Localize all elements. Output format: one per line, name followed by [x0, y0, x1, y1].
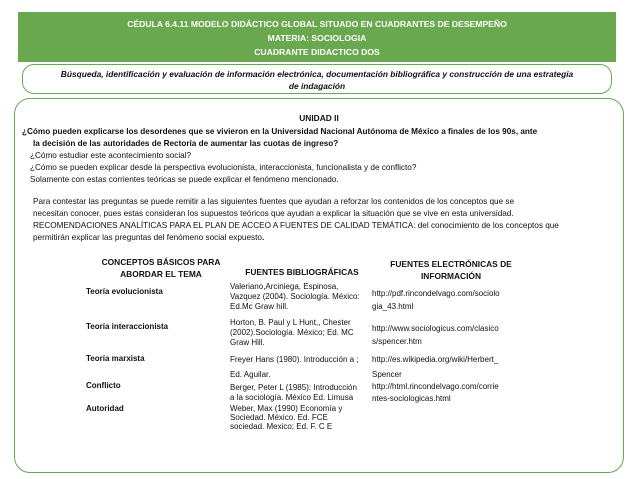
col-concepts-header-l1: CONCEPTOS BÁSICOS PARA — [101, 257, 221, 267]
col-concepts-header — [96, 256, 226, 280]
bib-entry-1-l3: Ed.Mc Graw hill. — [230, 302, 289, 311]
bib-entry-5-l2: Sociedad. México. Ed. FCE — [230, 413, 328, 422]
bib-entry-3-l1: Freyer Hans (1980). Introducción a ; — [230, 355, 359, 364]
bib-entry-1-l1: Valeriano,Arciniega, Espinosa, — [230, 282, 339, 291]
question-main-line-1: ¿Cómo pueden explicarse los desordenes que se vivieron en la Universidad Nacional Autónoma de México a finales de los 90s, ante — [22, 127, 538, 136]
col-electronic-header-l1: FUENTES ELECTRÓNICAS DE — [390, 259, 512, 269]
col-electronic-header-l2: INFORMACIÓN — [420, 271, 481, 281]
subheader-line-1: Búsqueda, identificación y evaluación de información electrónica, documentación bibliográfica y construcción de una estrategia — [60, 69, 574, 79]
bib-entry-4-l2: a la sociología. México Ed. Limusa — [230, 393, 354, 402]
bib-entry-3 — [230, 352, 359, 382]
concept-conflicto: Conflicto — [86, 381, 121, 390]
concept-interaccionista: Teoría interaccionista — [86, 322, 169, 331]
col-concepts-header-l2: ABORDAR EL TEMA — [120, 269, 202, 279]
unit-title: UNIDAD II — [299, 113, 339, 123]
bib-entry-2-l3: Graw Hill. — [230, 338, 265, 347]
bib-entry-5 — [230, 404, 342, 431]
link-3-line-a[interactable]: http://es.wikipedia.org/wiki/Herbert_ — [372, 355, 499, 364]
subheader-box — [22, 64, 612, 94]
link-entry-4[interactable] — [372, 381, 499, 405]
bib-entry-1-l2: Vazquez (2004). Sociología. México: — [230, 292, 360, 301]
link-4-line-a[interactable]: http://html.rincondelvago.com/corrie — [372, 382, 499, 391]
bib-entry-4-l1: Berger, Peter L (1985): Introducción — [230, 383, 357, 392]
link-1-line-b[interactable]: gia_43.html — [372, 302, 414, 311]
cedula-title: CÉDULA 6.4.11 MODELO DIDÁCTICO GLOBAL SITUADO EN CUADRANTES DE DESEMPEÑO — [127, 19, 507, 29]
paragraph-line-4 — [33, 232, 264, 244]
bib-entry-3-l2: Ed. Aguilar. — [230, 370, 271, 379]
subheader-line-2: de indagación — [288, 81, 346, 91]
question-2: ¿Cómo estudiar este acontecimiento social? — [30, 151, 192, 160]
link-2-line-b[interactable]: s/spencer.htm — [372, 337, 422, 346]
concept-autoridad: Autoridad — [86, 404, 124, 413]
link-2-line-a[interactable]: http://www.sociologicus.com/clasico — [372, 324, 499, 333]
concept-marxista: Teoría marxista — [86, 354, 145, 363]
bib-entry-2 — [230, 318, 354, 348]
question-3: ¿Cómo se pueden explicar desde la perspectiva evolucionista, interaccionista, funcionalista y de conflicto? — [30, 163, 417, 172]
paragraph-line-1: Para contestar las preguntas se puede remitir a las siguientes fuentes que ayudan a reforzar los contenidos de los conceptos que se — [33, 197, 515, 206]
link-4-line-b[interactable]: ntes-sociologicas.html — [372, 394, 451, 403]
question-main-line-2: la decisión de las autoridades de Rectoría de aumentar las cuotas de ingreso? — [33, 139, 339, 148]
bib-entry-1 — [230, 282, 360, 312]
paragraph-line-4-text: permitirán explicar las preguntas del fenómeno social expuesto — [33, 233, 262, 242]
bib-entry-2-l1: Horton, B. Paul y L Hunt,, Chester — [230, 318, 351, 327]
paragraph-line-3: RECOMENDACIONES ANALÍTICAS PARA EL PLAN DE ACCEO A FUENTES DE CALIDAD TEMÁTICA: del conocimiento de los conceptos que — [33, 221, 559, 230]
paragraph-line-4-period: . — [261, 233, 265, 242]
bib-entry-2-l2: (2002).Sociología. México; Ed. MC — [230, 328, 354, 337]
bib-entry-5-l3: sociedad. Mexico; Ed. F. C E — [230, 422, 333, 431]
link-entry-1[interactable] — [372, 287, 500, 313]
subject-label: MATERIA: SOCIOLOGIA — [267, 33, 367, 43]
col-electronic-header — [376, 258, 526, 282]
statement-4: Solamente con estas corrientes teóricas se puede explicar el fenómeno mencionado. — [30, 175, 339, 184]
bib-entry-4 — [230, 383, 357, 403]
header-banner — [18, 12, 616, 62]
link-3-line-b[interactable]: Spencer — [372, 370, 402, 379]
link-1-line-a[interactable]: http://pdf.rincondelvago.com/sociolo — [372, 289, 500, 298]
concept-evolucionista: Teoría evolucionista — [86, 287, 163, 296]
paragraph-line-2: necesitan conocer, pues estas consideran los supuestos teóricos que ayudan a explicar la situación que se vive en esta universidad. — [33, 209, 514, 218]
quadrant-label: CUADRANTE DIDACTICO DOS — [254, 47, 380, 57]
bib-entry-5-l1: Weber, Max (1990) Economía y — [230, 404, 343, 413]
link-entry-2[interactable] — [372, 322, 499, 348]
col-bibliography-header: FUENTES BIBLIOGRÁFICAS — [245, 267, 359, 277]
link-entry-3[interactable] — [372, 352, 498, 382]
